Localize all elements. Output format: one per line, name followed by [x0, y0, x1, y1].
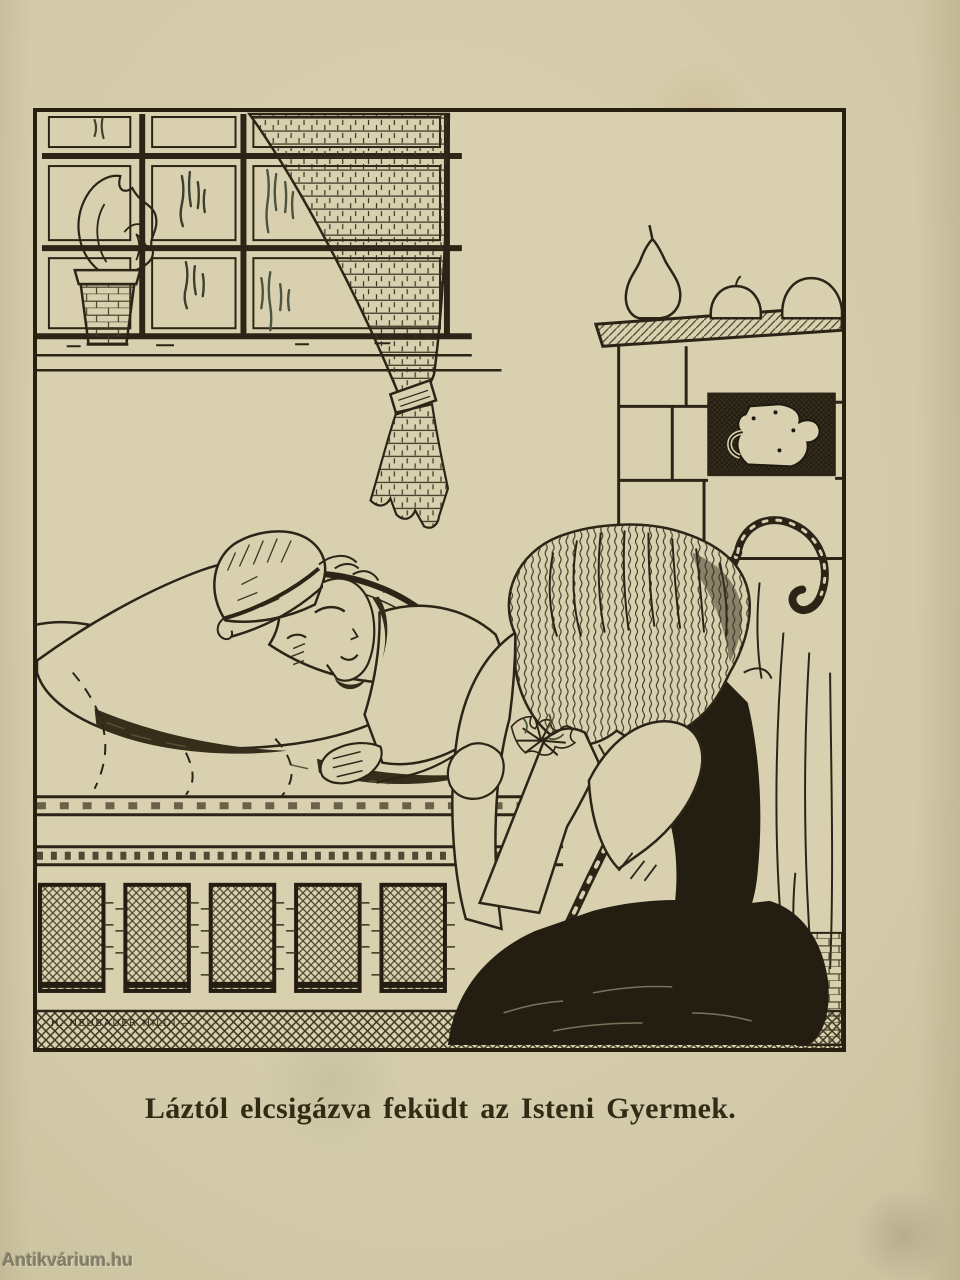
caption: Láztól elcsigázva feküdt az Isteni Gyermek.: [144, 1092, 737, 1125]
cuff: [448, 743, 504, 799]
fruit-on-ledge: [626, 225, 842, 318]
illustration-frame: [33, 108, 846, 1052]
watermark: Antikvárium.hu: [2, 1250, 134, 1270]
curtain: [249, 114, 449, 528]
jug-niche: [709, 394, 834, 474]
closed-eye-left: [287, 635, 306, 639]
illustration: [37, 112, 842, 1048]
kneeling-child: [448, 520, 829, 1045]
artist-signature: H. NEUBAUER HILDI —: [51, 1018, 194, 1029]
